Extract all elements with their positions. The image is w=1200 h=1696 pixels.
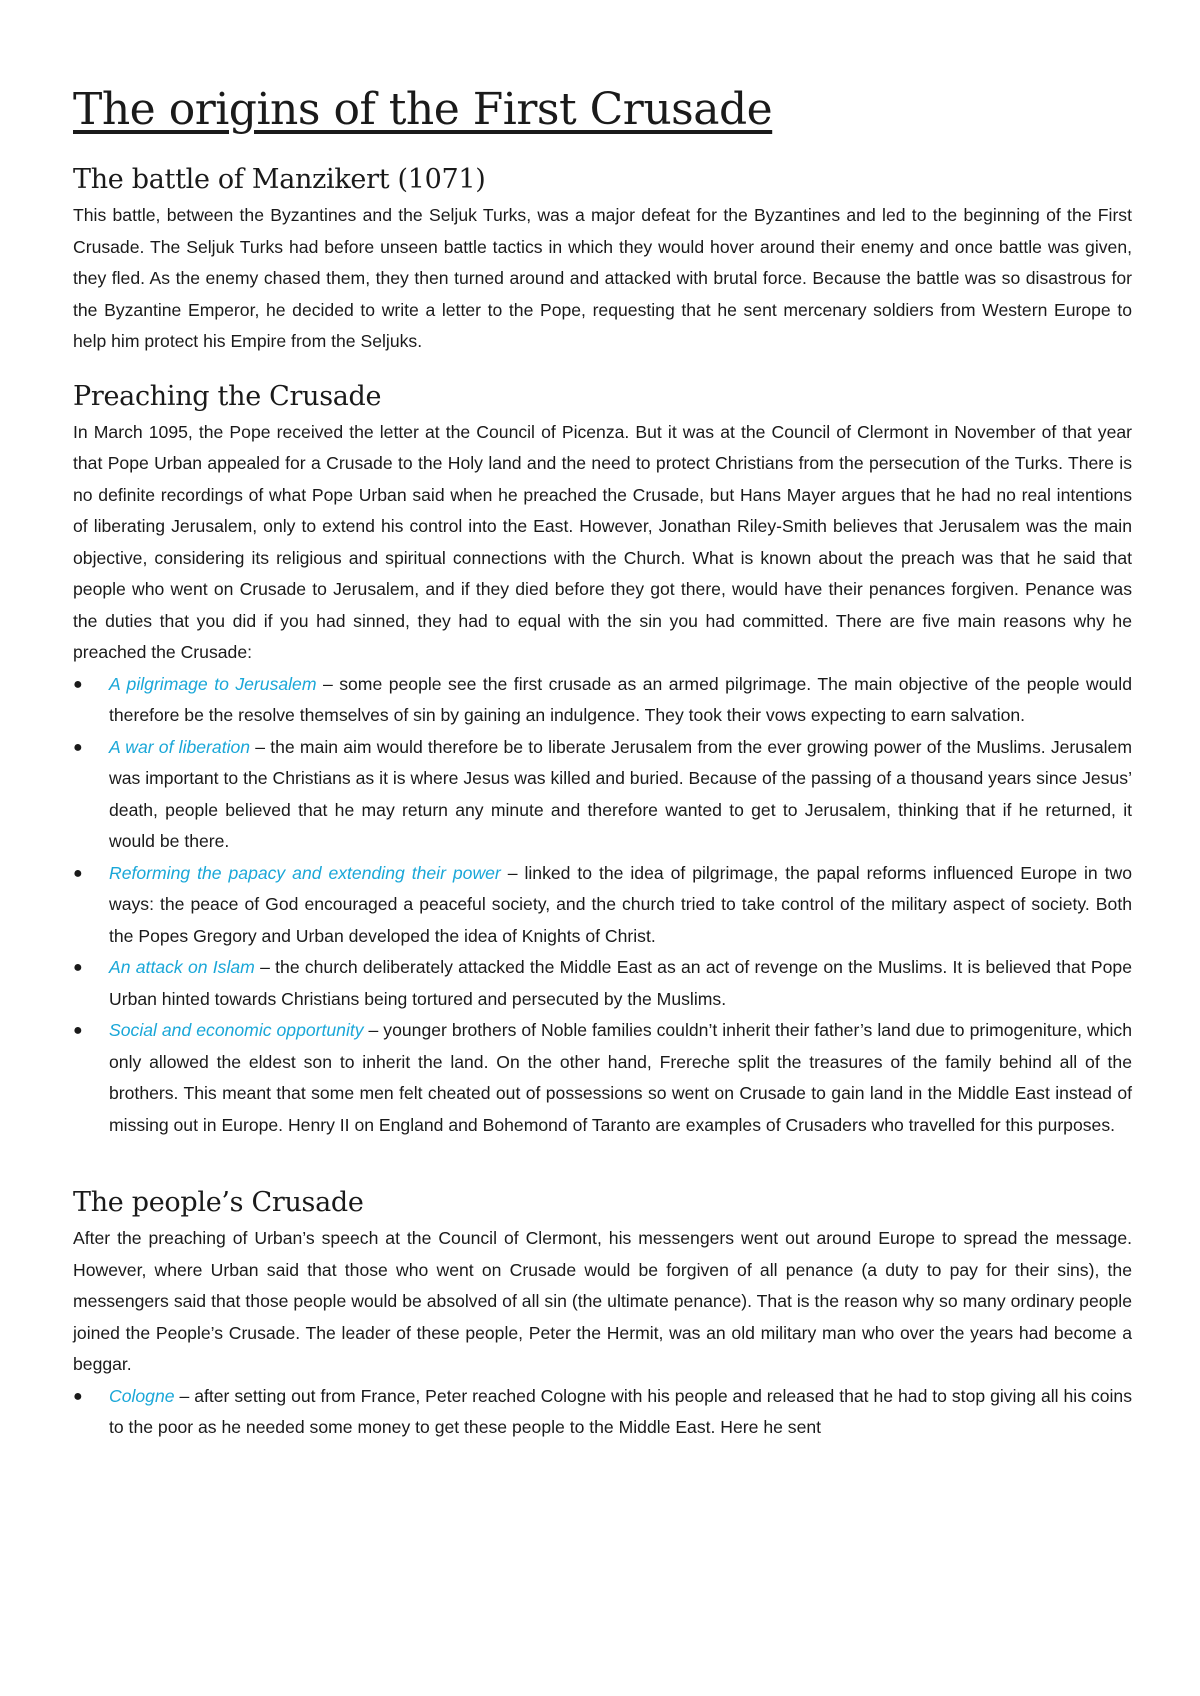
- paragraph: This battle, between the Byzantines and the Seljuk Turks, was a major defeat for the Byzantines and led to the beginning of the First Crusade. The Seljuk Turks had before unseen battle tactics in which they would hover around their enemy and once battle was given, they fled. As the enemy chased them, they then turned around and attacked with brutal force. Because the battle was so disastrous for the Byzantine Emperor, he decided to write a letter to the Pope, requesting that he sent mercenary soldiers from Western Europe to help him protect his Empire from the Seljuks.: [73, 205, 1132, 351]
- page-title: The origins of the First Crusade: [73, 84, 773, 135]
- reasons-list: [73, 669, 1132, 1142]
- list-item-text: – some people see the first crusade as an armed pilgrimage. The main objective of the people would therefore be the resolve themselves of sin by gaining an indulgence. They took their vows expecting to earn salvation.: [109, 673, 1132, 725]
- list-item-term: Cologne: [109, 1385, 175, 1406]
- list-item-term: An attack on Islam: [109, 957, 255, 977]
- list-item-term: Social and economic opportunity: [109, 1020, 364, 1040]
- list-item: [73, 1015, 1132, 1141]
- bullet-icon: ●: [73, 675, 83, 693]
- section-heading: Preaching the Crusade: [73, 380, 382, 412]
- bullet-icon: ●: [73, 959, 83, 976]
- list-item: [73, 1381, 1132, 1444]
- list-item-term: A pilgrimage to Jerusalem: [109, 673, 317, 694]
- list-item: [73, 669, 1132, 732]
- bullet-icon: ●: [73, 1022, 83, 1039]
- list-item: [73, 952, 1132, 1015]
- section-heading: The battle of Manzikert (1071): [73, 164, 486, 195]
- section-peoples-crusade: [73, 1185, 1132, 1444]
- section-heading: The people’s Crusade: [73, 1187, 364, 1218]
- list-item-term: A war of liberation: [109, 736, 251, 757]
- paragraph: In March 1095, the Pope received the letter at the Council of Picenza. But it was at the Council of Clermont in November of that year that Pope Urban appealed for a Crusade to the Holy land and the need to protect Christians from the persecution of the Turks. There is no definite recordings of what Pope Urban said when he preached the Crusade, but Hans Mayer argues that he had no real intentions of liberating Jerusalem, only to extend his control into the East. However, Jonathan Riley-Smith believes that Jerusalem was the main objective, considering its religious and spiritual connections with the Church. What is known about the preach was that he said that people who went on Crusade to Jerusalem, and if they died before they got there, would have their penances forgiven. Penance was the duties that you did if you had sinned, they had to equal with the sin you had committed. There are five main reasons why he preached the Crusade:: [73, 421, 1132, 662]
- list-item-text: – the main aim would therefore be to liberate Jerusalem from the ever growing power of the Muslims. Jerusalem was important to the Christians as it is where Jesus was killed and buried. Because of the passing of a thousand years since Jesus’ death, people believed that he may return any minute and therefore wanted to get to Jerusalem, thinking that if he returned, it would be there.: [109, 736, 1132, 851]
- list-item-term: Reforming the papacy and extending their power: [109, 862, 501, 883]
- list-item: [73, 858, 1132, 953]
- list-item: [73, 732, 1132, 858]
- list-item-text: – younger brothers of Noble families couldn’t inherit their father’s land due to primogeniture, which only allowed the eldest son to inherit the land. On the other hand, Frereche split the treasures of the family behind all of the brothers. This meant that some men felt cheated out of possessions so went on Crusade to gain land in the Middle East instead of missing out in Europe. Henry II on England and Bohemond of Taranto are examples of Crusaders who travelled for this purposes.: [109, 1020, 1132, 1135]
- bullet-icon: ●: [73, 864, 83, 882]
- section-manzikert: [73, 162, 1132, 358]
- paragraph: After the preaching of Urban’s speech at the Council of Clermont, his messengers went out around Europe to spread the message. However, where Urban said that those who went on Crusade would be forgiven of all penance (a duty to pay for their sins), the messengers said that those people would be absolved of all sin (the ultimate penance). That is the reason why so many ordinary people joined the People’s Crusade. The leader of these people, Peter the Hermit, was an old military man who over the years had become a beggar.: [73, 1228, 1132, 1374]
- list-item-text: – the church deliberately attacked the Middle East as an act of revenge on the Muslims. It is believed that Pope Urban hinted towards Christians being tortured and persecuted by the Muslims.: [109, 957, 1132, 1009]
- bullet-icon: ●: [73, 738, 83, 756]
- section-preaching: [73, 379, 1132, 1142]
- list-item-text: – after setting out from France, Peter reached Cologne with his people and released that he had to stop giving all his coins to the poor as he needed some money to get these people to the Middle East. Here he sent: [109, 1385, 1132, 1437]
- list-item-text: – linked to the idea of pilgrimage, the papal reforms influenced Europe in two ways: the peace of God encouraged a peaceful society, and the church tried to take control of the military aspect of society. Both the Popes Gregory and Urban developed the idea of Knights of Christ.: [109, 862, 1132, 946]
- events-list: [73, 1381, 1132, 1444]
- document-page: [73, 80, 1132, 1444]
- bullet-icon: ●: [73, 1387, 83, 1405]
